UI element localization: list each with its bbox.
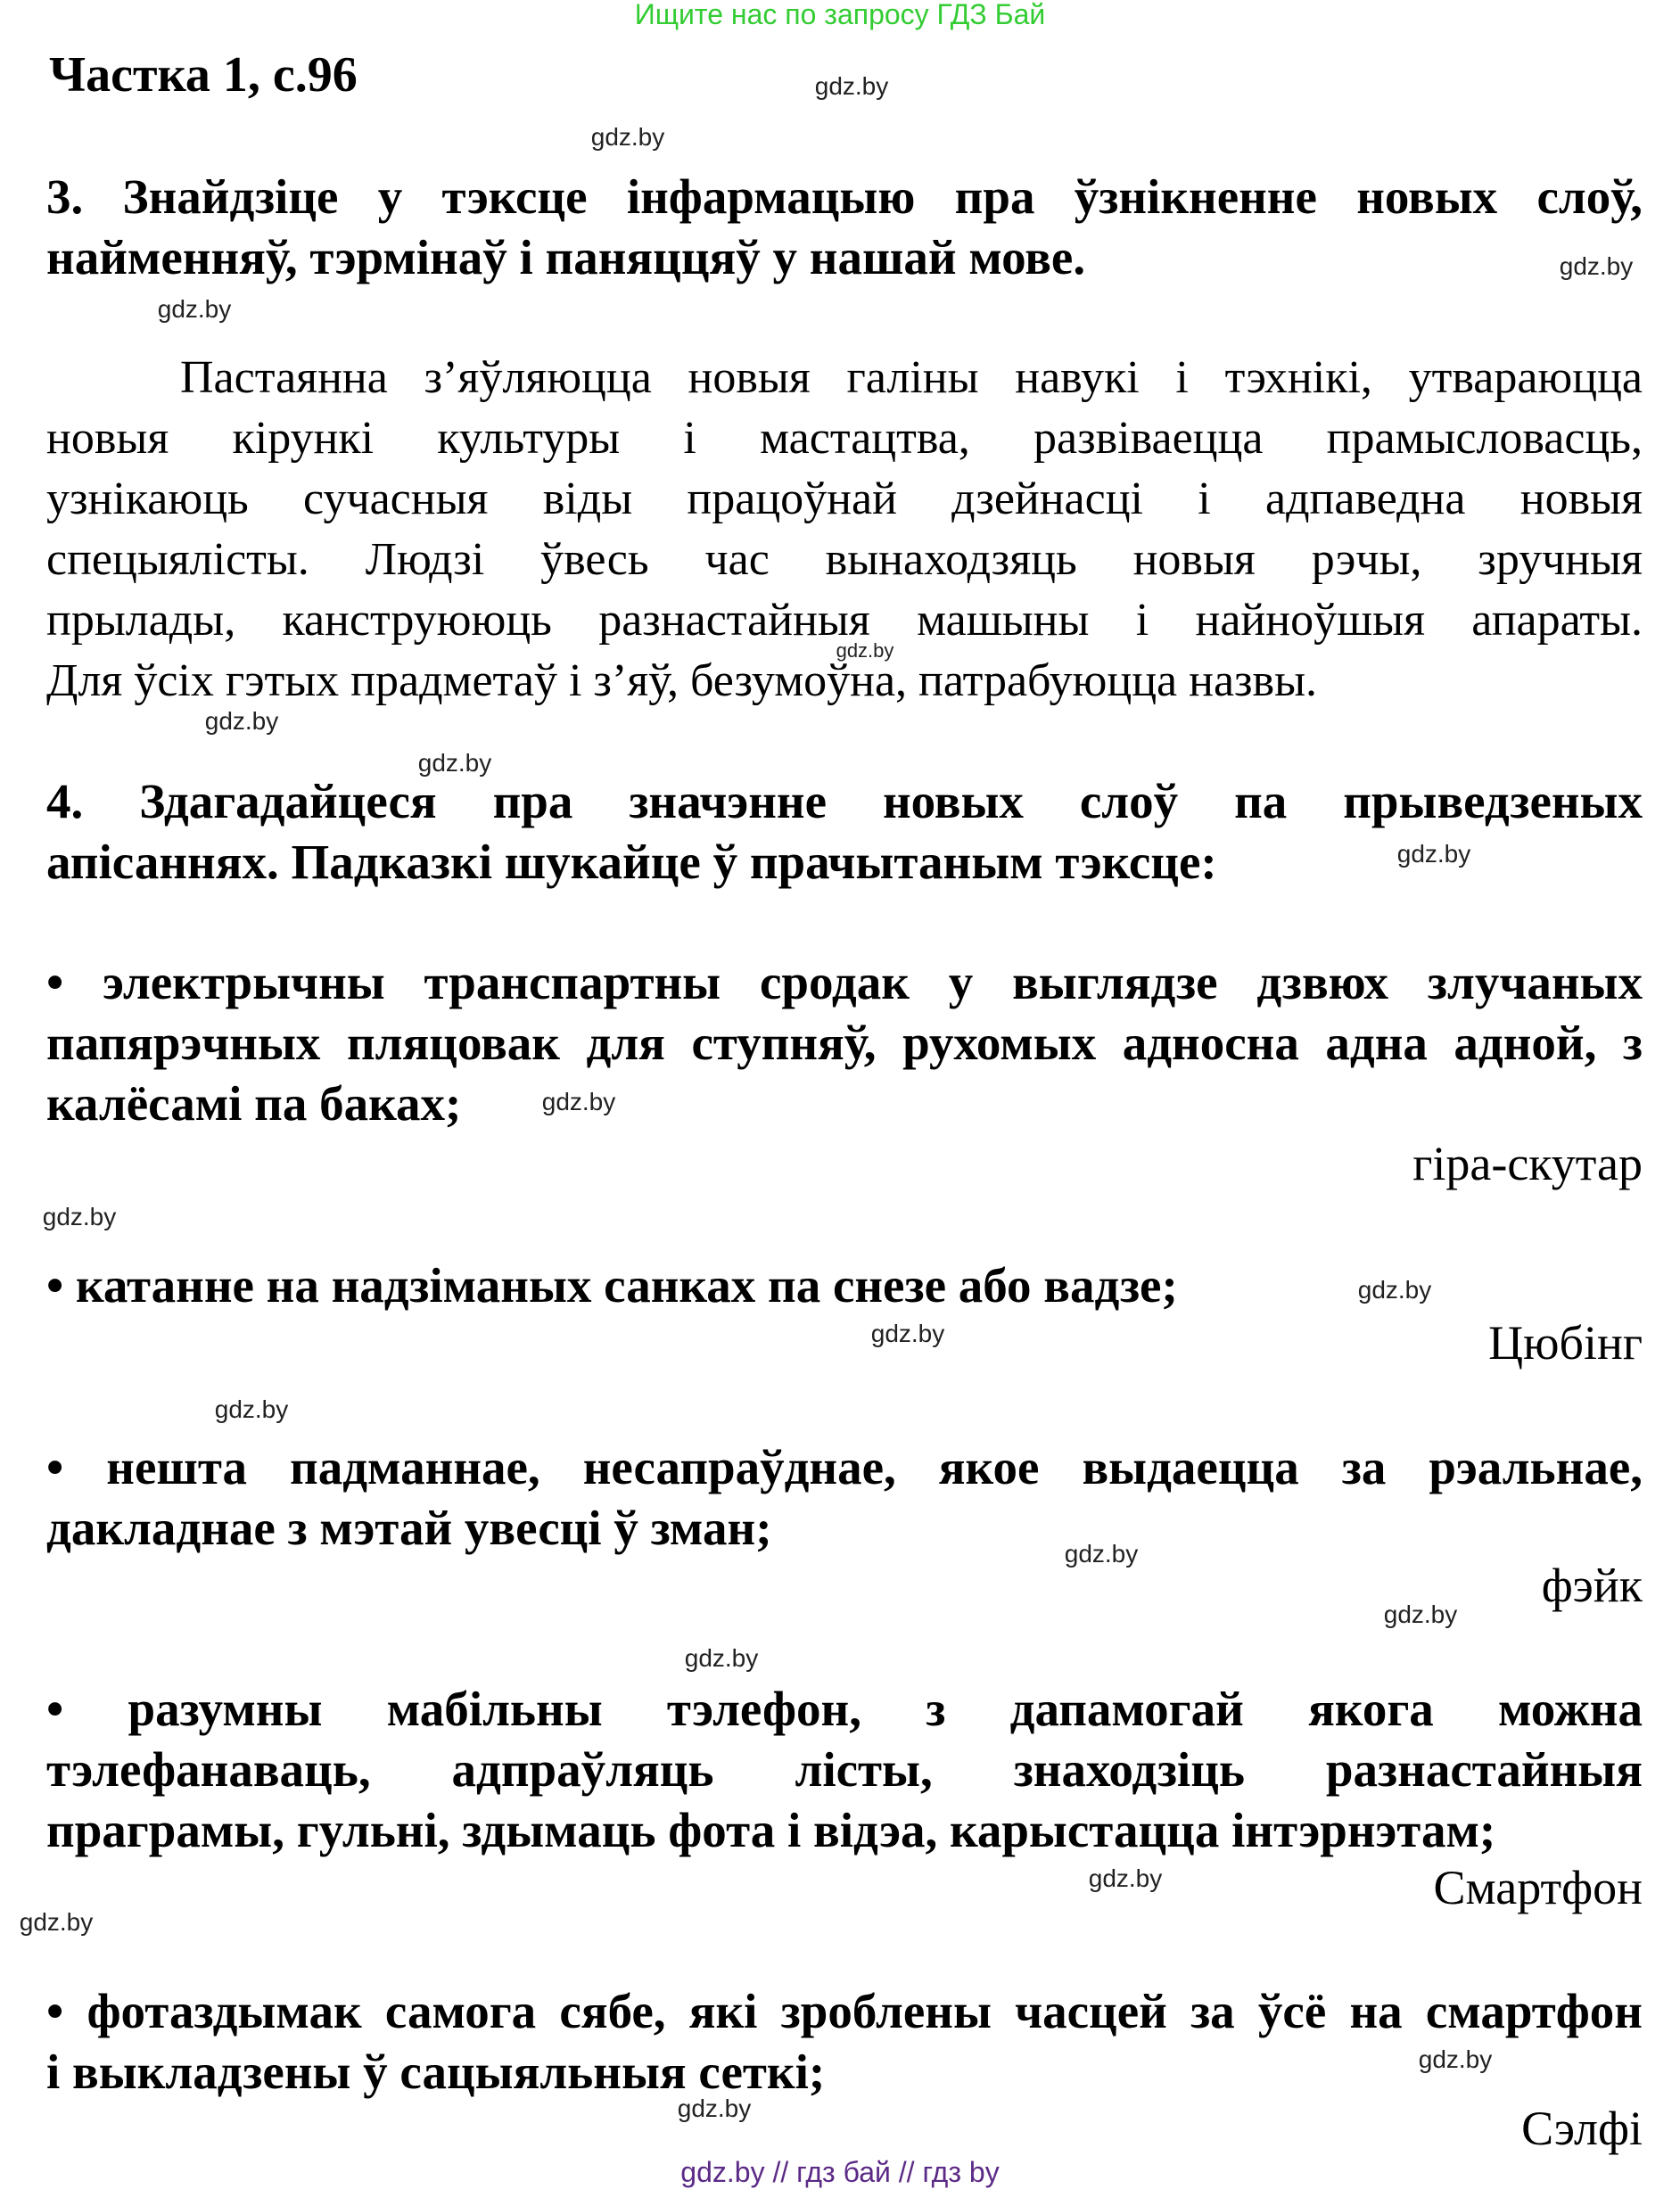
search-banner[interactable]: Ищите нас по запросу ГДЗ Бай — [634, 0, 1046, 30]
item-line: праграмы, гульні, здымаць фота і відэа, карыстацца інтэрнэтам; — [46, 1803, 1496, 1857]
paragraph-line: спецыялісты. Людзі ўвесь час вынаходзяць новыя рэчы, зручныя — [46, 534, 1643, 585]
answer-5: Сэлфі — [1521, 2102, 1643, 2155]
watermark: gdz.by — [870, 1320, 945, 1347]
item-line: калёсамі па баках; — [46, 1076, 462, 1131]
task4-heading-line: апісаннях. Падказкі шукайце ў прачытаным тэксце: — [46, 835, 1217, 889]
paragraph-line: Для ўсіх гэтых прадметаў і з’яў, безумоўна, патрабуюцца назвы. — [46, 655, 1318, 706]
task4-item-4 — [46, 1679, 1643, 1861]
item-line: • электрычны транспартны сродак у выглядзе дзвюх злучаных — [46, 955, 1643, 1009]
paragraph-line: новыя кірункі культуры і мастацтва, развіваецца прамысловасць, — [46, 413, 1643, 464]
watermark: gdz.by — [157, 295, 232, 323]
answer-4: Смартфон — [1433, 1861, 1643, 1914]
task4-heading-line: 4. Здагадайцеся пра значэнне новых слоў па прыведзеных — [46, 774, 1643, 828]
watermark: gdz.by — [204, 707, 279, 735]
watermark: gdz.by — [677, 2094, 752, 2122]
answer-1: гіра-скутар — [1412, 1137, 1643, 1190]
item-line: дакладнае з мэтай увесці ў зман; — [46, 1501, 772, 1555]
item-line: • фотаздымак самога сябе, які зроблены часцей за ўсё на смартфон — [46, 1984, 1643, 2038]
watermark: gdz.by — [1064, 1540, 1139, 1568]
watermark: gdz.by — [214, 1395, 289, 1423]
watermark: gdz.by — [1559, 252, 1634, 280]
answer-2: Цюбінг — [1488, 1316, 1643, 1370]
watermark: gdz.by — [1418, 2045, 1493, 2073]
footer-links[interactable]: gdz.by // гдз бай // гдз by — [680, 2156, 1000, 2188]
task4-item-1 — [46, 952, 1643, 1134]
paragraph-line: Пастаянна з’яўляюцца новыя галіны навукі і тэхнікі, утвараюцца — [180, 352, 1643, 403]
item-line: папярэчных пляцовак для ступняў, рухомых адносна адна адной, з — [46, 1016, 1643, 1070]
watermark: gdz.by — [1088, 1864, 1163, 1892]
watermark: gdz.by — [836, 639, 894, 662]
task4-heading — [46, 771, 1643, 893]
watermark: gdz.by — [541, 1088, 616, 1115]
watermark: gdz.by — [814, 72, 889, 100]
paragraph-line: прылады, канструююць разнастайныя машыны і найноўшыя апараты. — [46, 595, 1643, 646]
watermark: gdz.by — [1357, 1276, 1432, 1304]
item-line: • катанне на надзіманых санках па снезе або вадзе; — [46, 1258, 1178, 1313]
task3-heading-line: 3. Знайдзіце у тэксце інфармацыю пра ўзнікненне новых слоў, — [46, 169, 1643, 224]
item-line: і выкладзены ў сацыяльныя сеткі; — [46, 2045, 826, 2099]
task4-item-5 — [46, 1981, 1643, 2103]
watermark: gdz.by — [417, 749, 492, 777]
watermark: gdz.by — [42, 1203, 117, 1230]
task3-heading-line: найменняў, тэрмінаў і паняццяў у нашай мове. — [46, 230, 1086, 284]
watermark: gdz.by — [1383, 1601, 1458, 1628]
task3-heading — [46, 167, 1643, 288]
page-title: Частка 1, с.96 — [49, 47, 358, 103]
item-line: тэлефанаваць, адпраўляць лісты, знаходзіць разнастайныя — [46, 1742, 1643, 1797]
watermark: gdz.by — [684, 1644, 759, 1672]
paragraph-line: узнікаюць сучасныя віды працоўнай дзейнасці і адпаведна новыя — [46, 473, 1643, 524]
item-line: • нешта падманнае, несапраўднае, якое выдаецца за рэальнае, — [46, 1440, 1643, 1494]
answer-3: фэйк — [1541, 1559, 1643, 1612]
watermark: gdz.by — [1396, 840, 1471, 868]
item-line: • разумны мабільны тэлефон, з дапамогай якога можна — [46, 1682, 1643, 1736]
task4-item-3 — [46, 1437, 1643, 1559]
watermark: gdz.by — [590, 123, 665, 151]
watermark: gdz.by — [19, 1908, 94, 1936]
